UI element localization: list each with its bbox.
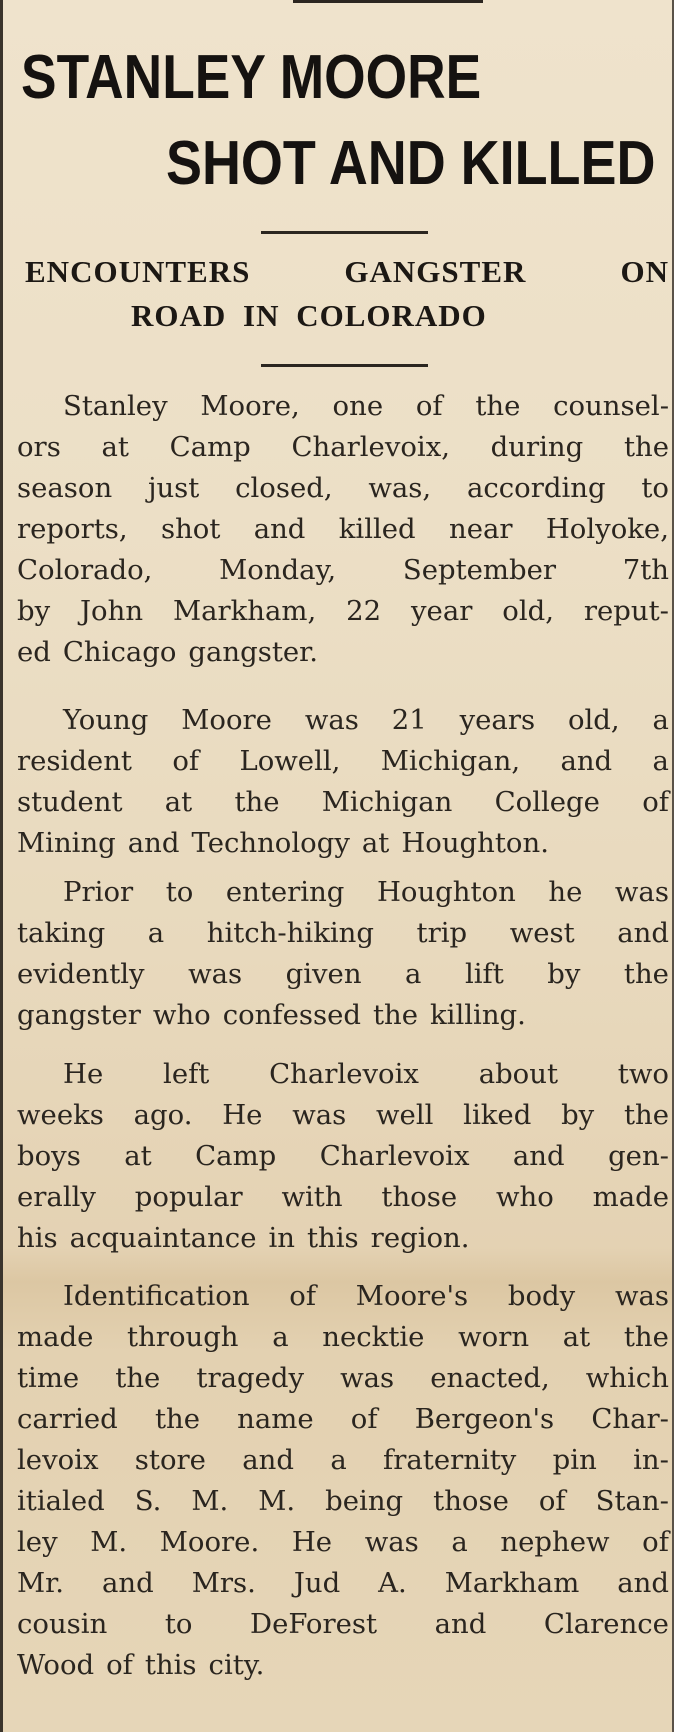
article-word: of — [350, 1403, 378, 1435]
article-word: near — [448, 513, 513, 545]
subheadline-word: GANGSTER — [344, 254, 527, 289]
article-word: which — [585, 1362, 669, 1394]
article-line — [17, 1604, 669, 1645]
article-word: worn — [458, 1321, 530, 1353]
article-word: was — [292, 1099, 347, 1131]
article-line — [17, 1095, 669, 1136]
article-word: M. — [258, 1485, 296, 1517]
article-line — [17, 782, 669, 823]
article-word: at — [164, 786, 193, 818]
subheadline-word: ON — [620, 254, 669, 289]
article-word: this — [307, 1222, 359, 1254]
headline-line-2: SHOT AND KILLED — [166, 129, 656, 198]
article-word: boys — [17, 1140, 81, 1172]
article-word: Michigan, — [380, 745, 521, 777]
top-border-mark — [293, 0, 483, 3]
article-line — [17, 741, 669, 782]
article-line — [17, 1440, 669, 1481]
article-word: necktie — [322, 1321, 425, 1353]
article-word: his — [17, 1222, 58, 1254]
article-line — [17, 1481, 669, 1522]
article-word: and — [253, 513, 306, 545]
article-word: those — [381, 1181, 458, 1213]
article-word: cousin — [17, 1608, 108, 1640]
article-line — [17, 700, 669, 741]
article-line — [17, 632, 669, 673]
article-word: was — [364, 1526, 419, 1558]
article-word: tragedy — [196, 1362, 305, 1394]
article-word: Charlevoix — [319, 1140, 470, 1172]
article-word: ley — [17, 1526, 58, 1558]
article-word: this — [144, 1649, 197, 1681]
article-word: confessed — [222, 999, 361, 1031]
article-word: was — [614, 1280, 669, 1312]
article-line — [17, 386, 669, 427]
article-line — [17, 954, 669, 995]
article-word: a — [405, 958, 422, 990]
article-word: the — [234, 786, 280, 818]
article-word: Charlevoix — [269, 1058, 419, 1090]
article-word: Char- — [591, 1403, 669, 1435]
clipping-edge — [672, 0, 674, 1732]
article-word: to — [641, 472, 669, 504]
subheadline-line-2: ROAD IN COLORADO — [131, 298, 487, 333]
article-word: Wood — [17, 1649, 95, 1681]
article-word: body — [507, 1280, 576, 1312]
article-word: years — [459, 704, 536, 736]
article-word: those — [433, 1485, 509, 1517]
article-word: levoix — [17, 1444, 99, 1476]
article-line — [17, 1399, 669, 1440]
article-line — [17, 1358, 669, 1399]
article-line — [17, 550, 669, 591]
article-line — [17, 591, 669, 632]
article-word: the — [623, 1099, 669, 1131]
article-word: hitch-hiking — [206, 917, 374, 949]
article-word: was — [188, 958, 243, 990]
article-word: Stan- — [595, 1485, 669, 1517]
article-word: old, — [567, 704, 620, 736]
article-word: was, — [368, 472, 432, 504]
article-word: region. — [370, 1222, 470, 1254]
article-word: name — [237, 1403, 314, 1435]
article-word: Technology — [191, 827, 350, 859]
article-word: Clarence — [543, 1608, 669, 1640]
article-word: of — [538, 1485, 566, 1517]
article-word: Michigan — [321, 786, 453, 818]
article-word: to — [164, 1608, 193, 1640]
article-word: fraternity — [383, 1444, 517, 1476]
article-word: ors — [17, 431, 61, 463]
article-word: of — [289, 1280, 317, 1312]
article-line — [17, 427, 669, 468]
article-word: a — [652, 745, 669, 777]
article-word: gangster — [17, 999, 141, 1031]
subheadline-word: ENCOUNTERS — [25, 254, 251, 289]
article-word: at — [124, 1140, 152, 1172]
article-line — [17, 1276, 669, 1317]
article-word: carried — [17, 1403, 118, 1435]
article-word: Camp — [195, 1140, 277, 1172]
article-word: shot — [160, 513, 221, 545]
article-word: was — [304, 704, 359, 736]
article-word: Camp — [169, 431, 251, 463]
article-word: of — [415, 390, 443, 422]
article-word: made — [592, 1181, 669, 1213]
article-word: given — [285, 958, 362, 990]
article-word: at — [562, 1321, 591, 1353]
article-line — [17, 823, 669, 864]
article-word: store — [134, 1444, 206, 1476]
article-word: the — [372, 999, 418, 1031]
article-word: with — [281, 1181, 343, 1213]
article-word: the — [623, 1321, 669, 1353]
article-word: 21 — [391, 704, 427, 736]
article-word: just — [147, 472, 200, 504]
article-word: M. — [191, 1485, 229, 1517]
article-word: who — [152, 999, 211, 1031]
article-word: at — [101, 431, 129, 463]
article-word: through — [127, 1321, 239, 1353]
article-line — [17, 1054, 669, 1095]
article-word: he — [548, 876, 583, 908]
article-word: and — [617, 917, 669, 949]
article-word: a — [451, 1526, 468, 1558]
article-line — [17, 1522, 669, 1563]
article-word: gen- — [608, 1140, 669, 1172]
article-word: Moore. — [159, 1526, 260, 1558]
article-word: a — [652, 704, 669, 736]
article-word: Monday, — [219, 554, 337, 586]
article-word: erally — [17, 1181, 96, 1213]
article-line — [17, 1645, 669, 1686]
article-line — [17, 509, 669, 550]
article-word: Identification — [63, 1280, 250, 1312]
article-word: of — [172, 745, 200, 777]
article-word: old, — [502, 595, 554, 627]
article-word: Holyoke, — [545, 513, 669, 545]
article-word: about — [478, 1058, 559, 1090]
article-word: year — [411, 595, 473, 627]
article-line — [17, 1563, 669, 1604]
article-word: Markham, — [172, 595, 317, 627]
article-word: Markham — [444, 1567, 580, 1599]
article-word: student — [17, 786, 123, 818]
article-word: of — [642, 1526, 669, 1558]
article-word: resident — [17, 745, 132, 777]
article-word: a — [272, 1321, 289, 1353]
article-word: S. — [134, 1485, 162, 1517]
article-word: and — [512, 1140, 565, 1172]
article-word: who — [495, 1181, 554, 1213]
article-word: ed — [17, 636, 51, 668]
article-word: the — [623, 431, 669, 463]
article-word: College — [494, 786, 600, 818]
article-word: a — [330, 1444, 347, 1476]
article-word: and — [617, 1567, 669, 1599]
article-word: Moore's — [355, 1280, 469, 1312]
article-word: made — [17, 1321, 94, 1353]
article-line — [17, 1136, 669, 1177]
article-word: DeForest — [250, 1608, 378, 1640]
article-word: A. — [378, 1567, 407, 1599]
article-word: and — [242, 1444, 294, 1476]
article-paragraph-4 — [17, 1054, 669, 1259]
article-word: Mining — [17, 827, 116, 859]
article-word: Mrs. — [191, 1567, 256, 1599]
article-word: closed, — [235, 472, 333, 504]
article-paragraph-5 — [17, 1276, 669, 1686]
subheadline-line-1 — [25, 254, 669, 290]
article-word: reput- — [583, 595, 669, 627]
article-word: evidently — [17, 958, 145, 990]
article-word: Charlevoix, — [291, 431, 450, 463]
article-word: liked — [463, 1099, 532, 1131]
article-word: Jud — [293, 1567, 341, 1599]
article-word: at — [361, 827, 390, 859]
article-word: two — [617, 1058, 669, 1090]
article-line — [17, 872, 669, 913]
article-word: city. — [208, 1649, 265, 1681]
article-word: lift — [464, 958, 504, 990]
article-line — [17, 995, 669, 1036]
article-word: ago. — [133, 1099, 193, 1131]
article-line — [17, 1218, 669, 1259]
article-word: the — [154, 1403, 200, 1435]
divider-rule — [261, 231, 428, 234]
article-word: and — [127, 827, 180, 859]
article-word: Moore — [181, 704, 272, 736]
article-word: Houghton. — [401, 827, 549, 859]
article-word: acquaintance — [69, 1222, 257, 1254]
article-word: one — [332, 390, 384, 422]
article-word: being — [325, 1485, 404, 1517]
article-word: 7th — [622, 554, 669, 586]
article-word: the — [115, 1362, 161, 1394]
article-word: entering — [225, 876, 345, 908]
article-word: enacted, — [430, 1362, 550, 1394]
article-word: the — [475, 390, 521, 422]
article-word: weeks — [17, 1099, 104, 1131]
article-word: reports, — [17, 513, 128, 545]
article-word: 22 — [346, 595, 382, 627]
article-word: Colorado, — [17, 554, 153, 586]
article-word: Chicago — [62, 636, 177, 668]
article-word: killed — [338, 513, 416, 545]
article-word: and — [434, 1608, 487, 1640]
article-word: and — [102, 1567, 154, 1599]
article-word: and — [560, 745, 613, 777]
article-word: west — [509, 917, 575, 949]
article-word: He — [222, 1099, 263, 1131]
article-word: John — [80, 595, 144, 627]
article-paragraph-3 — [17, 872, 669, 1036]
article-word: in — [268, 1222, 295, 1254]
article-word: by — [17, 595, 51, 627]
article-word: was — [340, 1362, 395, 1394]
article-word: to — [165, 876, 194, 908]
article-word: taking — [17, 917, 106, 949]
article-word: Mr. — [17, 1567, 65, 1599]
article-word: popular — [134, 1181, 243, 1213]
article-word: during — [490, 431, 584, 463]
article-word: the — [623, 958, 669, 990]
article-word: He — [291, 1526, 333, 1558]
article-word: gangster. — [188, 636, 319, 668]
article-word: He — [63, 1058, 104, 1090]
article-word: of — [642, 786, 669, 818]
article-word: according — [466, 472, 606, 504]
article-word: well — [376, 1099, 434, 1131]
article-word: by — [561, 1099, 595, 1131]
article-line — [17, 1177, 669, 1218]
article-paragraph-1 — [17, 386, 669, 673]
article-line — [17, 1317, 669, 1358]
article-word: by — [547, 958, 581, 990]
article-word: Bergeon's — [414, 1403, 555, 1435]
article-word: Moore, — [200, 390, 300, 422]
article-word: Lowell, — [239, 745, 341, 777]
article-word: Stanley — [63, 390, 168, 422]
article-word: was — [614, 876, 669, 908]
article-word: left — [163, 1058, 210, 1090]
article-word: in- — [633, 1444, 669, 1476]
article-word: pin — [552, 1444, 597, 1476]
article-word: killing. — [430, 999, 526, 1031]
article-word: trip — [416, 917, 468, 949]
article-word: itialed — [17, 1485, 105, 1517]
article-word: counsel- — [553, 390, 669, 422]
article-word: a — [147, 917, 165, 949]
article-word: Houghton — [376, 876, 516, 908]
article-word: M. — [90, 1526, 128, 1558]
article-line — [17, 468, 669, 509]
article-word: nephew — [500, 1526, 610, 1558]
article-word: time — [17, 1362, 80, 1394]
article-word: Prior — [63, 876, 134, 908]
article-word: Young — [63, 704, 149, 736]
article-paragraph-2 — [17, 700, 669, 864]
article-word: September — [402, 554, 557, 586]
divider-rule — [261, 364, 428, 367]
headline-line-1: STANLEY MOORE — [21, 43, 482, 112]
article-word: season — [17, 472, 113, 504]
article-word: of — [106, 1649, 133, 1681]
article-line — [17, 913, 669, 954]
